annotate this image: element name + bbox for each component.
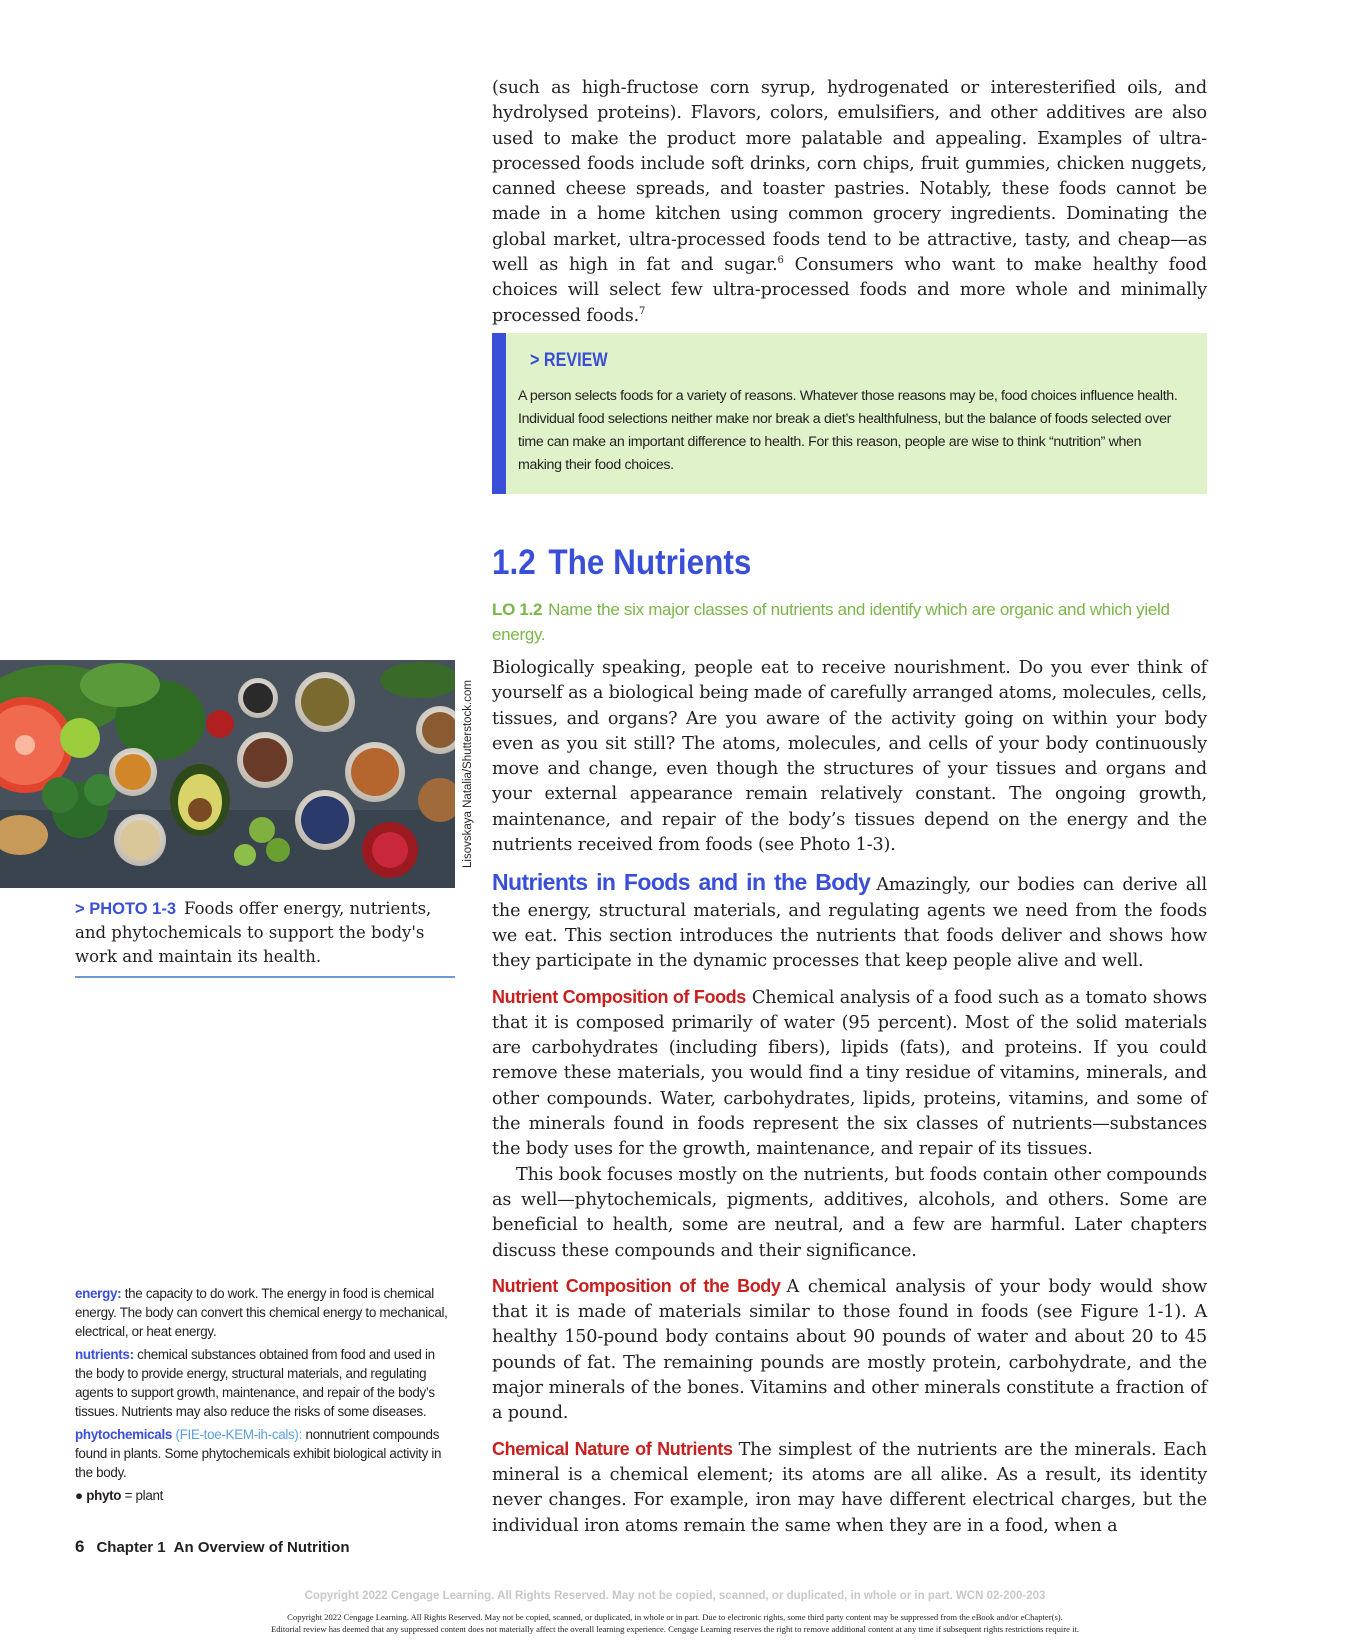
glossary-term: energy: (75, 1286, 122, 1301)
page-number: 6 (75, 1537, 85, 1556)
review-box (492, 333, 1207, 494)
chemical-nature-heading: Chemical Nature of Nutrients (492, 1438, 733, 1459)
section-title: The Nutrients (548, 543, 752, 582)
section-number: 1.2 (492, 543, 536, 582)
glossary (75, 1284, 455, 1509)
chapter-title: An Overview of Nutrition (173, 1539, 350, 1556)
composition-of-foods-heading: Nutrient Composition of Foods (492, 986, 746, 1007)
review-text: A person selects foods for a variety of reasons. Whatever those reasons may be, food choices influence health. Individual food selections neither make nor break a diet’s healthfulness, but the balance of foods selected over time can make an important difference to health. For this reason, people are wise to think “nutrition” when making their food choices. (518, 388, 1178, 473)
glossary-pronunciation: (FIE-toe-KEM-ih-cals): (175, 1427, 303, 1442)
chapter-label: Chapter 1 (96, 1539, 166, 1556)
food-photo (0, 660, 455, 888)
photo-caption-text: Foods offer energy, nutrients, and phytochemicals to support the body's work and maintain its health. (75, 899, 432, 966)
review-accent-bar (492, 333, 506, 494)
photo-caption-label: > PHOTO 1-3 (75, 900, 177, 918)
chemical-nature-paragraph: Chemical Nature of Nutrients The simplest of the nutrients are the minerals. Each mineral is a chemical element; its atoms are all alike. As a result, its identity never changes. For example, iron may have different electrical charges, but the individual iron atoms remain the same when they are in a food, when a (492, 1438, 1207, 1536)
photo-caption (75, 897, 455, 969)
nutrients-in-foods-heading: Nutrients in Foods and in the Body (492, 869, 871, 896)
reference-superscript: 6 (777, 255, 784, 267)
composition-of-foods-paragraph-2: This book focuses mostly on the nutrients, but foods contain other compounds as well—phytochemicals, pigments, additives, alcohols, and others. Some are beneficial to health, some are neutral, and a few are harmful. Later chapters discuss these compounds and their significance. (492, 1164, 1207, 1261)
top-paragraph-block (492, 76, 1207, 329)
learning-objective (492, 597, 1207, 647)
bullet-icon: ● (75, 1488, 83, 1503)
glossary-term: phytochemicals (75, 1427, 173, 1442)
page-footer (75, 1537, 350, 1557)
glossary-entry-phytochemicals: phytochemicals (FIE-toe-KEM-ih-cals): nonnutrient compounds found in plants. Some phytochemicals exhibit biological activity in the body. (75, 1427, 442, 1480)
food-photo-illustration (0, 660, 455, 888)
main-body-column (492, 656, 1207, 1539)
intro-paragraph: Biologically speaking, people eat to receive nourishment. Do you ever think of yourself as a biological being made of carefully arranged atoms, molecules, cells, tissues, and organs? Are you aware of the activity going on within your body even as you sit still? The atoms, molecules, and cells of your body continuously move and change, even though the structures of your tissues and organs and your external appearance remain relatively constant. The ongoing growth, maintenance, and repair of the body’s tissues depend on the energy and the nutrients received from foods (see Photo 1-3). (492, 658, 1207, 856)
glossary-term: nutrients: (75, 1347, 134, 1362)
glossary-entry-energy: energy: the capacity to do work. The energy in food is chemical energy. The body can convert this chemical energy to mechanical, electrical, or heat energy. (75, 1286, 448, 1339)
top-paragraph: (such as high-fructose corn syrup, hydrogenated or interesterified oils, and hydrolysed proteins). Flavors, colors, emulsifiers, and other additives are also used to make the product more palatable and appealing. Examples of ultra-processed foods include soft drinks, corn chips, fruit gummies, chicken nuggets, canned cheese spreads, and toaster pastries. Notably, these foods cannot be made in a home kitchen using common grocery ingredients. Dominating the global market, ultra-processed foods tend to be attractive, tasty, and cheap—as well as high in fat and sugar.$^6$ Consumers who want to make healthy food choices will select few ultra-processed foods and more whole and minimally processed foods.$^7$ (492, 78, 1207, 326)
copyright-watermark: Copyright 2022 Cengage Learning. All Rights Reserved. May not be copied, scanned, or duplicated, in whole or in part. WCN 02-200-203 (304, 1590, 1046, 1602)
composition-of-body-paragraph: Nutrient Composition of the Body A chemical analysis of your body would show that it is made of materials similar to those found in foods (see Figure 1-1). A healthy 150-pound body contains about 90 pounds of water and about 20 to 45 pounds of fat. The remaining pounds are mostly protein, carbohydrate, and the major minerals of the bones. Vitamins and other minerals constitute a fraction of a pound. (492, 1275, 1207, 1424)
glossary-entry-phyto: ● phyto = plant (75, 1488, 164, 1503)
glossary-entry-nutrients: nutrients: chemical substances obtained from food and used in the body to provide energy, structural materials, and regulating agents to support growth, maintenance, and repair of the body’s tissues. Nutrients may also reduce the risks of some diseases. (75, 1347, 435, 1419)
learning-objective-label: LO 1.2 (492, 600, 543, 619)
nutrients-in-foods-paragraph: Nutrients in Foods and in the Body Amazingly, our bodies can derive all the energy, structural materials, and regulating agents we need from the foods we eat. This section introduces the nutrients that foods deliver and shows how they participate in the dynamic processes that keep people alive and well. (492, 869, 1207, 972)
reference-superscript: 7 (639, 305, 646, 317)
copyright-notice: Copyright 2022 Cengage Learning. All Rights Reserved. May not be copied, scanned, or duplicated, in whole or in part. Due to electronic rights, some third party content may be suppressed from the eBook and/or eChapter(s). Editorial review has deemed that any suppressed content does not materially affect the overall learning experience. Cengage Learning reserves the right to remove additional content at any time if subsequent rights restrictions require it. (270, 1612, 1080, 1634)
review-title: > REVIEW (530, 350, 608, 371)
learning-objective-text: Name the six major classes of nutrients and identify which are organic and which yield energy. (492, 600, 1170, 644)
photo-credit: Lisovskaya Natalia/Shutterstock.com (462, 680, 474, 868)
composition-of-body-heading: Nutrient Composition of the Body (492, 1275, 781, 1296)
section-heading (492, 543, 751, 583)
composition-of-foods-paragraph: Nutrient Composition of Foods Chemical analysis of a food such as a tomato shows that it is composed primarily of water (95 percent). Most of the solid materials are carbohydrates (including fibers), lipids (fats), and proteins. If you could remove these materials, you would find a tiny residue of vitamins, minerals, and other compounds. Water, carbohydrates, lipids, proteins, vitamins, and some of the minerals found in foods represent the six classes of nutrients—substances the body uses for the growth, maintenance, and repair of its tissues. (492, 986, 1207, 1160)
caption-divider (75, 976, 455, 978)
